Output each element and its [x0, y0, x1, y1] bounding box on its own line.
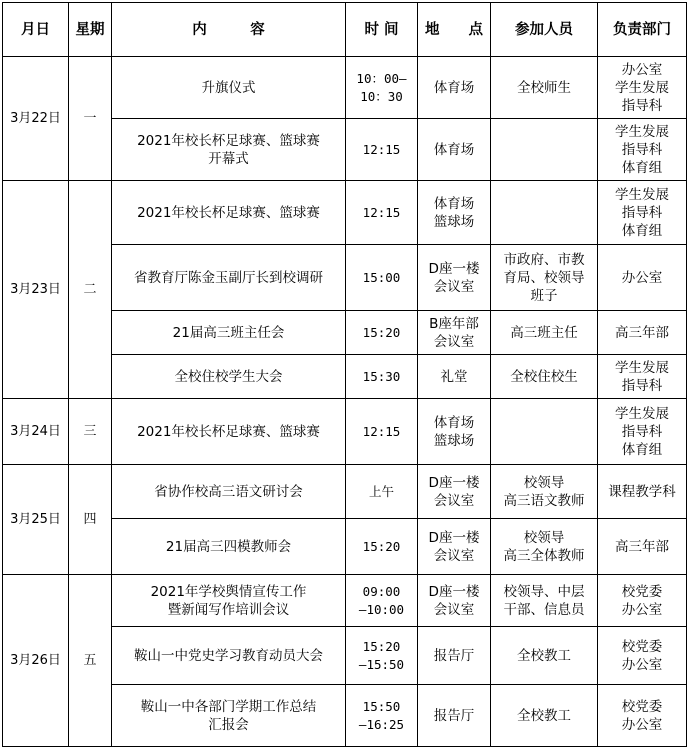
time-cell: 09:00 —10:00: [346, 575, 418, 627]
weekday-cell: 三: [69, 399, 112, 465]
header-month-day: 月日: [3, 3, 69, 57]
weekday-cell: 四: [69, 465, 112, 575]
department-cell: 校党委 办公室: [598, 575, 687, 627]
date-cell: 3月26日: [3, 575, 69, 747]
department-cell: 高三年部: [598, 311, 687, 355]
date-cell: 3月24日: [3, 399, 69, 465]
date-cell: 3月25日: [3, 465, 69, 575]
time-cell: 15:30: [346, 355, 418, 399]
participants-cell: 全校师生: [491, 57, 598, 119]
time-cell: 15:20: [346, 311, 418, 355]
content-cell: 升旗仪式: [112, 57, 346, 119]
department-cell: 办公室: [598, 245, 687, 311]
time-cell: 12:15: [346, 119, 418, 181]
header-location: 地 点: [418, 3, 491, 57]
time-cell: 15:50 —16:25: [346, 685, 418, 747]
content-cell: 省协作校高三语文研讨会: [112, 465, 346, 519]
department-cell: 学生发展 指导科 体育组: [598, 399, 687, 465]
weekday-cell: 二: [69, 181, 112, 399]
weekday-cell: 一: [69, 57, 112, 181]
participants-cell: 市政府、市教 育局、校领导 班子: [491, 245, 598, 311]
time-cell: 15:20: [346, 519, 418, 575]
schedule-table: [2, 2, 687, 747]
time-cell: 12:15: [346, 399, 418, 465]
participants-cell: 校领导 高三全体教师: [491, 519, 598, 575]
participants-cell: [491, 399, 598, 465]
content-cell: 2021年校长杯足球赛、篮球赛 开幕式: [112, 119, 346, 181]
table-row: [3, 465, 687, 519]
participants-cell: 全校教工: [491, 627, 598, 685]
table-row: [3, 399, 687, 465]
participants-cell: 校领导、中层 干部、信息员: [491, 575, 598, 627]
participants-cell: [491, 119, 598, 181]
department-cell: 校党委 办公室: [598, 685, 687, 747]
table-row: [3, 575, 687, 627]
department-cell: 高三年部: [598, 519, 687, 575]
content-cell: 鞍山一中各部门学期工作总结 汇报会: [112, 685, 346, 747]
department-cell: 学生发展 指导科: [598, 355, 687, 399]
location-cell: 体育场: [418, 119, 491, 181]
header-content: 内 容: [112, 3, 346, 57]
table-row: [3, 57, 687, 119]
department-cell: 学生发展 指导科 体育组: [598, 181, 687, 245]
department-cell: 学生发展 指导科 体育组: [598, 119, 687, 181]
location-cell: 体育场: [418, 57, 491, 119]
time-cell: 12:15: [346, 181, 418, 245]
location-cell: D座一楼 会议室: [418, 519, 491, 575]
time-cell: 上午: [346, 465, 418, 519]
time-cell: 10：00— 10：30: [346, 57, 418, 119]
time-cell: 15:20 —15:50: [346, 627, 418, 685]
time-cell: 15:00: [346, 245, 418, 311]
content-cell: 全校住校学生大会: [112, 355, 346, 399]
content-cell: 2021年校长杯足球赛、篮球赛: [112, 399, 346, 465]
date-cell: 3月22日: [3, 57, 69, 181]
location-cell: 报告厅: [418, 685, 491, 747]
content-cell: 鞍山一中党史学习教育动员大会: [112, 627, 346, 685]
participants-cell: [491, 181, 598, 245]
location-cell: D座一楼 会议室: [418, 575, 491, 627]
header-department: 负责部门: [598, 3, 687, 57]
content-cell: 21届高三班主任会: [112, 311, 346, 355]
weekday-cell: 五: [69, 575, 112, 747]
location-cell: 体育场 篮球场: [418, 181, 491, 245]
department-cell: 校党委 办公室: [598, 627, 687, 685]
content-cell: 2021年学校舆情宣传工作 暨新闻写作培训会议: [112, 575, 346, 627]
content-cell: 2021年校长杯足球赛、篮球赛: [112, 181, 346, 245]
header-participants: 参加人员: [491, 3, 598, 57]
header-row: [3, 3, 687, 57]
location-cell: 礼堂: [418, 355, 491, 399]
location-cell: B座年部 会议室: [418, 311, 491, 355]
location-cell: 报告厅: [418, 627, 491, 685]
location-cell: D座一楼 会议室: [418, 465, 491, 519]
header-time: 时 间: [346, 3, 418, 57]
participants-cell: 全校教工: [491, 685, 598, 747]
header-weekday: 星期: [69, 3, 112, 57]
content-cell: 省教育厅陈金玉副厅长到校调研: [112, 245, 346, 311]
department-cell: 办公室 学生发展 指导科: [598, 57, 687, 119]
date-cell: 3月23日: [3, 181, 69, 399]
location-cell: D座一楼 会议室: [418, 245, 491, 311]
department-cell: 课程教学科: [598, 465, 687, 519]
participants-cell: 校领导 高三语文教师: [491, 465, 598, 519]
content-cell: 21届高三四模教师会: [112, 519, 346, 575]
table-row: [3, 181, 687, 245]
participants-cell: 全校住校生: [491, 355, 598, 399]
participants-cell: 高三班主任: [491, 311, 598, 355]
location-cell: 体育场 篮球场: [418, 399, 491, 465]
